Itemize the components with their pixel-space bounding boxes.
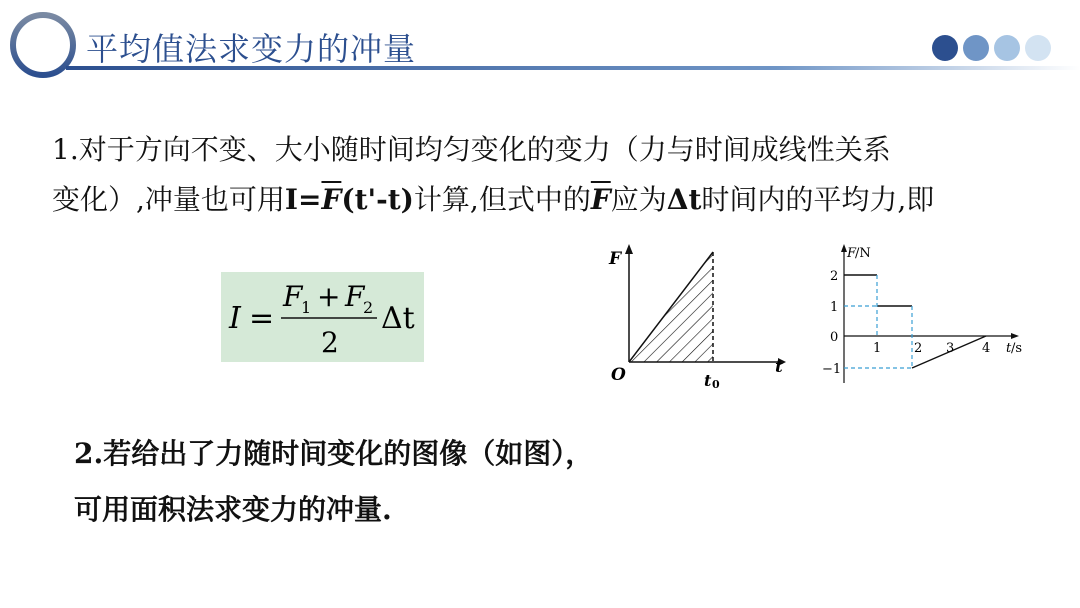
y-axis-unit: /N bbox=[855, 246, 871, 261]
decor-dot-4 bbox=[1025, 35, 1051, 61]
text-segment: 时间内的平均力,即 bbox=[701, 183, 935, 216]
origin-label: O bbox=[611, 365, 626, 385]
force-time-linear-graph bbox=[600, 240, 795, 390]
formula-eq: = bbox=[249, 301, 275, 336]
t0-label: t bbox=[704, 371, 712, 390]
y-tick-1: 1 bbox=[830, 300, 839, 315]
x-tick-4: 4 bbox=[982, 341, 991, 356]
inline-f-bar: $\overline{F}$ bbox=[321, 183, 342, 216]
formula-f2-sub: 2 bbox=[363, 298, 374, 317]
paragraph-1-line-2 bbox=[52, 175, 1042, 225]
formula-lhs: I bbox=[229, 301, 241, 336]
inline-delta-t: Δt bbox=[666, 183, 702, 216]
text-segment: 变化）,冲量也可用 bbox=[52, 183, 285, 216]
y-tick-0: 0 bbox=[830, 330, 839, 345]
y-axis-arrow bbox=[625, 244, 633, 254]
formula-f2: F bbox=[345, 280, 365, 313]
formula-delta-t: Δt bbox=[381, 301, 415, 336]
formula-plus: + bbox=[317, 280, 341, 313]
formula-denominator: 2 bbox=[321, 326, 339, 359]
x-tick-1: 1 bbox=[873, 341, 882, 356]
y-tick-2: 2 bbox=[830, 269, 839, 284]
force-time-piecewise-graph bbox=[818, 240, 1033, 390]
paragraph-2-line-1: 2.若给出了力随时间变化的图像（如图）， bbox=[74, 437, 594, 470]
text-segment: 应为 bbox=[610, 183, 667, 216]
decor-dot-2 bbox=[963, 35, 989, 61]
decor-dot-3 bbox=[994, 35, 1020, 61]
formula-box bbox=[221, 272, 424, 362]
text-segment: 计算,但式中的 bbox=[413, 183, 591, 216]
slide-header bbox=[0, 0, 1080, 80]
formula-f1-sub: 1 bbox=[301, 298, 312, 317]
paragraph-2-line-2: 可用面积法求变力的冲量. bbox=[74, 493, 392, 526]
t0-subscript: 0 bbox=[712, 378, 720, 390]
x-axis-label: t bbox=[1006, 341, 1012, 356]
x-axis-label: t bbox=[775, 357, 783, 377]
inline-formula-t: (t'-t) bbox=[341, 183, 414, 216]
average-force-formula bbox=[221, 272, 424, 362]
x-axis-unit: /s bbox=[1011, 341, 1023, 356]
paragraph-1-line-1: 1.对于方向不变、大小随时间均匀变化的变力（力与时间成线性关系 bbox=[52, 133, 891, 166]
inline-formula-i: I= bbox=[284, 183, 322, 216]
y-axis-label: F bbox=[847, 246, 857, 261]
decor-dot-1 bbox=[932, 35, 958, 61]
y-tick-neg1: −1 bbox=[822, 362, 842, 377]
paragraph-1 bbox=[52, 125, 1042, 225]
x-tick-3: 3 bbox=[946, 341, 955, 356]
formula-f1: F bbox=[283, 280, 303, 313]
inline-f-bar-2: $\overline{F}$ bbox=[590, 183, 611, 216]
x-tick-2: 2 bbox=[914, 341, 923, 356]
y-axis-label: F bbox=[609, 249, 622, 269]
x-axis-arrow bbox=[1011, 333, 1019, 339]
paragraph-2 bbox=[74, 426, 593, 538]
slide-title: 平均值法求变力的冲量 bbox=[86, 30, 417, 68]
